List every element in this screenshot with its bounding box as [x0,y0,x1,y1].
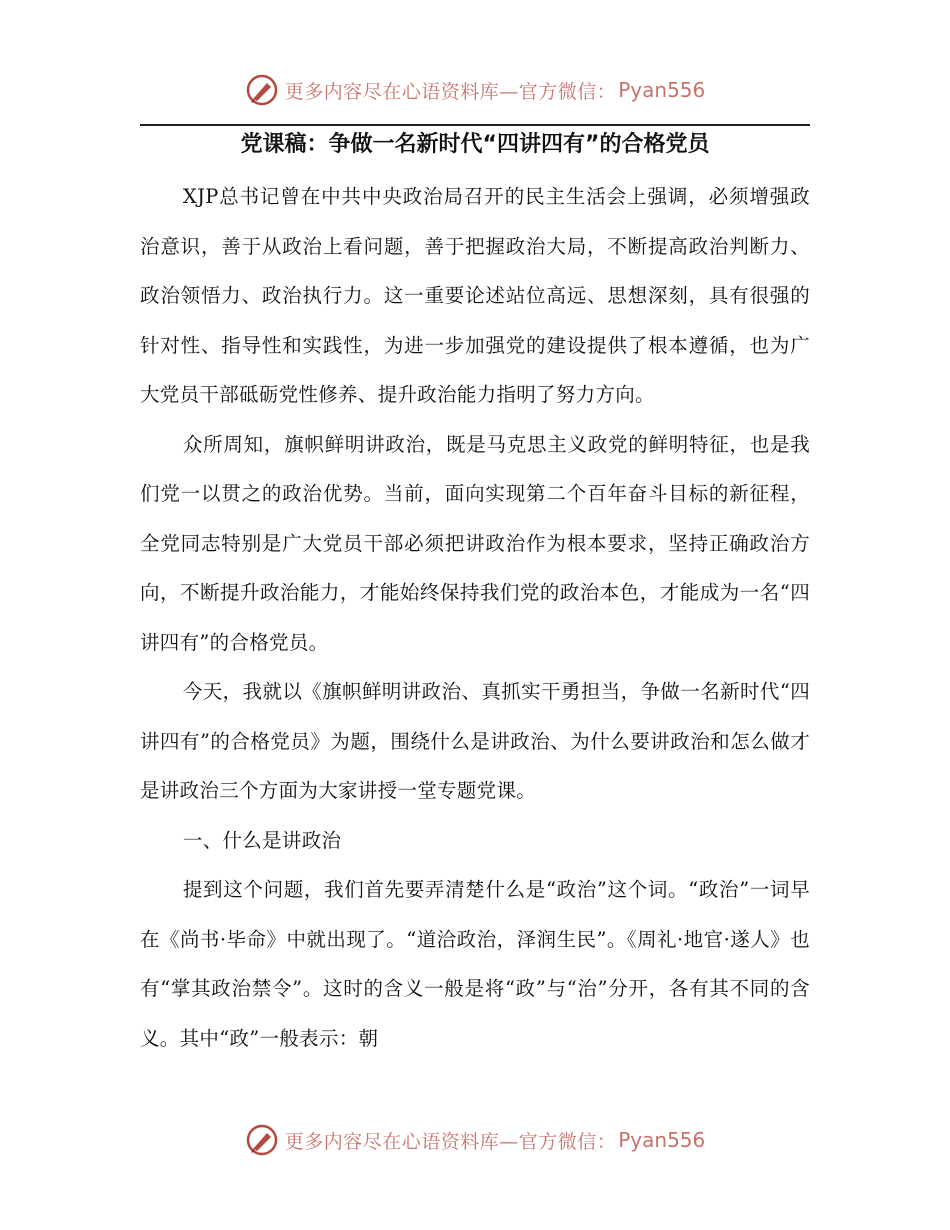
watermark-text: 更多内容尽在心语资料库—官方微信： [284,80,617,103]
document-title: 党课稿：争做一名新时代“四讲四有”的合格党员 [240,132,710,157]
document-body [140,172,810,1063]
paragraph-3: 今天，我就以《旗帜鲜明讲政治、真抓实干勇担当，争做一名新时代“四讲四有”的合格党员》为题，围绕什么是讲政治、为什么要讲政治和怎么做才是讲政治三个方面为大家讲授一堂专题党课。 [140,680,810,802]
watermark-header [0,68,950,112]
paragraph-2: 众所周知，旗帜鲜明讲政治，既是马克思主义政党的鲜明特征，也是我们党一以贯之的政治优势。当前，面向实现第二个百年奋斗目标的新征程，全党同志特别是广大党员干部必须把讲政治作为根本要求，坚持正确政治方向，不断提升政治能力，才能始终保持我们党的政治本色，才能成为一名“四讲四有”的合格党员。 [140,432,810,654]
watermark-text: 更多内容尽在心语资料库—官方微信： [284,1130,617,1153]
watermark-footer [0,1118,950,1162]
pen-logo-icon [245,73,279,107]
watermark-handle: Pyan556 [618,78,706,102]
header-rule [140,124,810,126]
section-heading: 一、什么是讲政治 [182,828,342,852]
paragraph-1: XJP总书记曾在中共中央政治局召开的民主生活会上强调，必须增强政治意识，善于从政治上看问题，善于把握政治大局，不断提高政治判断力、政治领悟力、政治执行力。这一重要论述站位高远、思想深刻，具有很强的针对性、指导性和实践性，为进一步加强党的建设提供了根本遵循，也为广大党员干部砥砺党性修养、提升政治能力指明了努力方向。 [140,185,810,406]
paragraph-4: 提到这个问题，我们首先要弄清楚什么是“政治”这个词。“政治”一词早在《尚书·毕命》中就出现了。“道洽政治，泽润生民”。《周礼·地官·遂人》也有“掌其政治禁令”。这时的含义一般是将“政”与“治”分开，各有其不同的含义。其中“政”一般表示：朝 [140,878,810,1050]
pen-logo-icon [245,1123,279,1157]
watermark-handle: Pyan556 [618,1128,706,1152]
